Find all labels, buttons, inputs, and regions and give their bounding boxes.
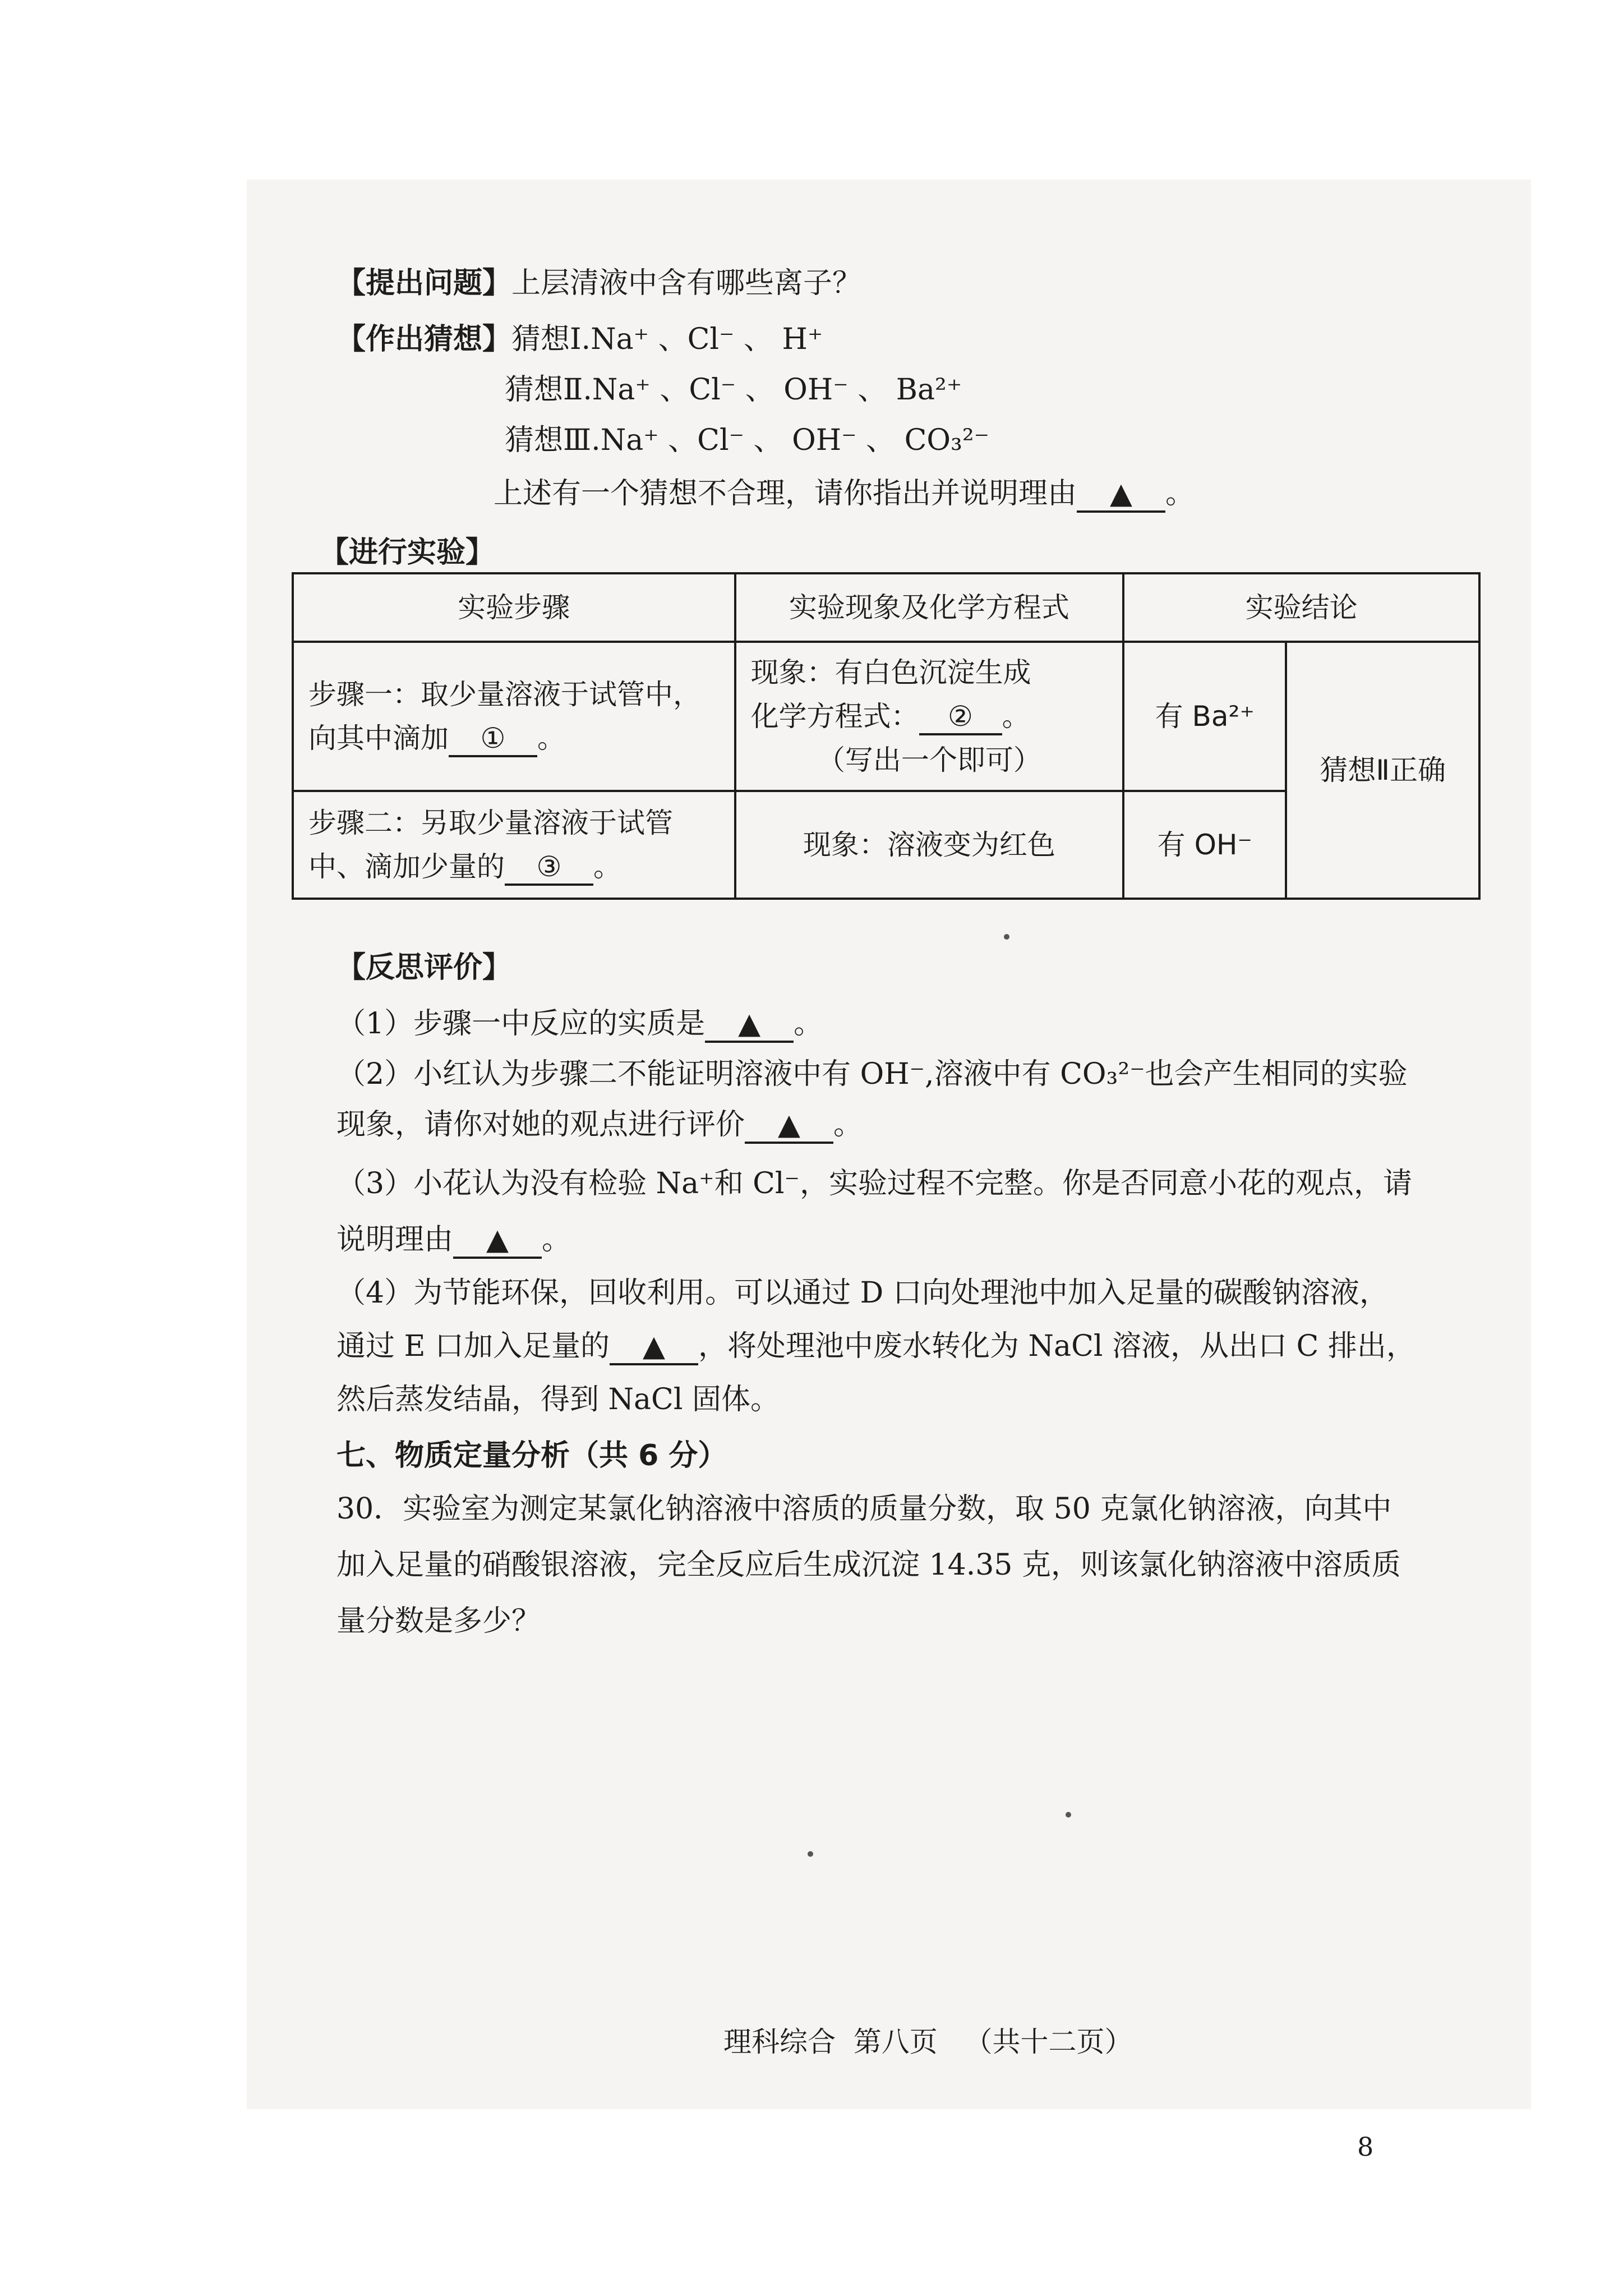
row2-step-line-b [308,845,720,889]
row2-step [293,791,735,899]
row1-conclusion: 有 Ba²⁺ [1123,642,1286,791]
table-row [293,642,1479,791]
experiment-table [292,572,1481,900]
row1-obs-line-a: 现象：有白色沉淀生成 [750,656,1031,689]
reflection-q3-line-a [336,1164,1412,1203]
blank-2[interactable]: ② [919,700,1002,735]
reflection-q2-end: 。 [833,1108,863,1142]
q30-line-c: 量分数是多少？ [336,1604,541,1638]
hypothesis-answer-blank[interactable]: ▲ [1077,477,1165,513]
row1-observation [735,642,1124,791]
experiment-label-line [320,533,495,572]
scan-speck [1066,1812,1071,1818]
reflection-label: 【反思评价】 [336,951,512,984]
header-step: 实验步骤 [293,573,735,642]
reflection-q3-line-b [336,1220,571,1259]
reflection-q4-text-a: （4）为节能环保，回收利用。可以通过 D 口向处理池中加入足量的碳酸钠溶液， [336,1276,1389,1310]
reflection-q2-blank[interactable]: ▲ [745,1108,833,1144]
scan-speck [808,1851,813,1857]
page-footer [723,2019,1132,2060]
row1-obs-line-b [751,694,1108,738]
question-label: 【提出问题】 [336,266,512,300]
reflection-q3-text-a: （3）小花认为没有检验 Na⁺和 Cl⁻，实验过程不完整。你是否同意小花的观点，请 [336,1167,1412,1200]
scanned-page [247,180,1531,2109]
q30-line-a: 30．实验室为测定某氯化钠溶液中溶质的质量分数，取 50 克氯化钠溶液，向其中 [336,1492,1392,1526]
row1-step-line-a: 步骤一：取少量溶液于试管中， [308,678,701,711]
reflection-q4-text-b: 通过 E 口加入足量的 [336,1329,610,1363]
row2-step-line-a: 步骤二：另取少量溶液于试管 [308,807,673,839]
reflection-q1-end: 。 [794,1007,823,1041]
reflection-q4-line-d [336,1380,780,1419]
row2-step-end: 。 [593,850,621,883]
header-conclusion: 实验结论 [1123,573,1479,642]
page-number: 8 [1357,2132,1374,2162]
hypothesis-3-prefix: 猜想Ⅲ. [505,424,601,457]
hypothesis-note-end: 。 [1165,477,1195,510]
hypothesis-2-prefix: 猜想Ⅱ. [505,373,592,407]
reflection-label-line [336,948,511,987]
row1-obs-end: 。 [1002,700,1030,733]
hypothesis-2 [505,370,962,409]
row1-step [293,642,735,791]
reflection-q2-line-a [336,1055,1408,1094]
section7-title: 七、物质定量分析（共 6 分） [336,1439,727,1473]
hypothesis-note [494,474,1195,513]
row1-step-text-b: 向其中滴加 [308,722,449,754]
row1-step-line-b [308,716,720,760]
reflection-q1-text: （1）步骤一中反应的实质是 [336,1007,706,1041]
hypothesis-note-text: 上述有一个猜想不合理，请你指出并说明理由 [494,477,1077,510]
reflection-q4-blank[interactable]: ▲ [610,1329,698,1365]
reflection-q4-text-d: 然后蒸发结晶，得到 NaCl 固体。 [336,1383,780,1416]
reflection-q3-end: 。 [542,1223,571,1257]
row1-step-end: 。 [537,722,565,754]
row1-obs-text-b: 化学方程式： [750,700,919,733]
footer-subject: 理科综合 [723,2026,836,2058]
hypotheses-label: 【作出猜想】 [336,323,512,356]
reflection-q3-text-b: 说明理由 [336,1223,454,1257]
hypothesis-2-ions: Na⁺ 、Cl⁻ 、 OH⁻ 、 Ba²⁺ [592,373,962,407]
footer-total: （共十二页） [964,2026,1133,2058]
row2-conclusion: 有 OH⁻ [1123,791,1286,899]
question-line [336,264,861,303]
blank-3[interactable]: ③ [505,850,593,886]
row2-observation: 现象：溶液变为红色 [735,791,1124,899]
row2-step-text-b: 中、滴加少量的 [308,850,505,883]
hypothesis-3-ions: Na⁺ 、Cl⁻ 、 OH⁻ 、 CO₃²⁻ [600,424,990,457]
row1-obs-line-c: （写出一个即可） [817,744,1041,776]
reflection-q3-blank[interactable]: ▲ [453,1223,542,1259]
reflection-q1 [336,1004,823,1043]
header-observation: 实验现象及化学方程式 [735,573,1124,642]
reflection-q2-text-b: 现象，请你对她的观点进行评价 [336,1108,745,1142]
experiment-label: 【进行实验】 [320,536,495,569]
hypothesis-3 [505,421,989,460]
scan-speck [1004,934,1009,940]
hypothesis-1-prefix: 猜想Ⅰ. [511,323,591,356]
table-header-row [293,573,1479,642]
hypothesis-1 [336,320,823,359]
q30-line-b: 加入足量的硝酸银溶液，完全反应后生成沉淀 14.35 克，则该氯化钠溶液中溶质质 [336,1548,1401,1582]
blank-1[interactable]: ① [449,721,537,757]
reflection-q2-text-a: （2）小红认为步骤二不能证明溶液中有 OH⁻,溶液中有 CO₃²⁻也会产生相同的实验 [336,1057,1408,1091]
footer-page: 第八页 [853,2026,938,2058]
final-conclusion: 猜想Ⅱ正确 [1286,642,1479,899]
hypothesis-1-ions: Na⁺ 、Cl⁻ 、 H⁺ [591,323,823,356]
reflection-q2-line-b [336,1105,863,1144]
reflection-q4-line-b [336,1327,1415,1366]
reflection-q1-blank[interactable]: ▲ [705,1007,794,1043]
reflection-q4-text-c: ，将处理池中废水转化为 NaCl 溶液，从出口 C 排出， [698,1329,1415,1363]
question-text: 上层清液中含有哪些离子？ [511,266,862,300]
reflection-q4-line-a [336,1273,1389,1313]
